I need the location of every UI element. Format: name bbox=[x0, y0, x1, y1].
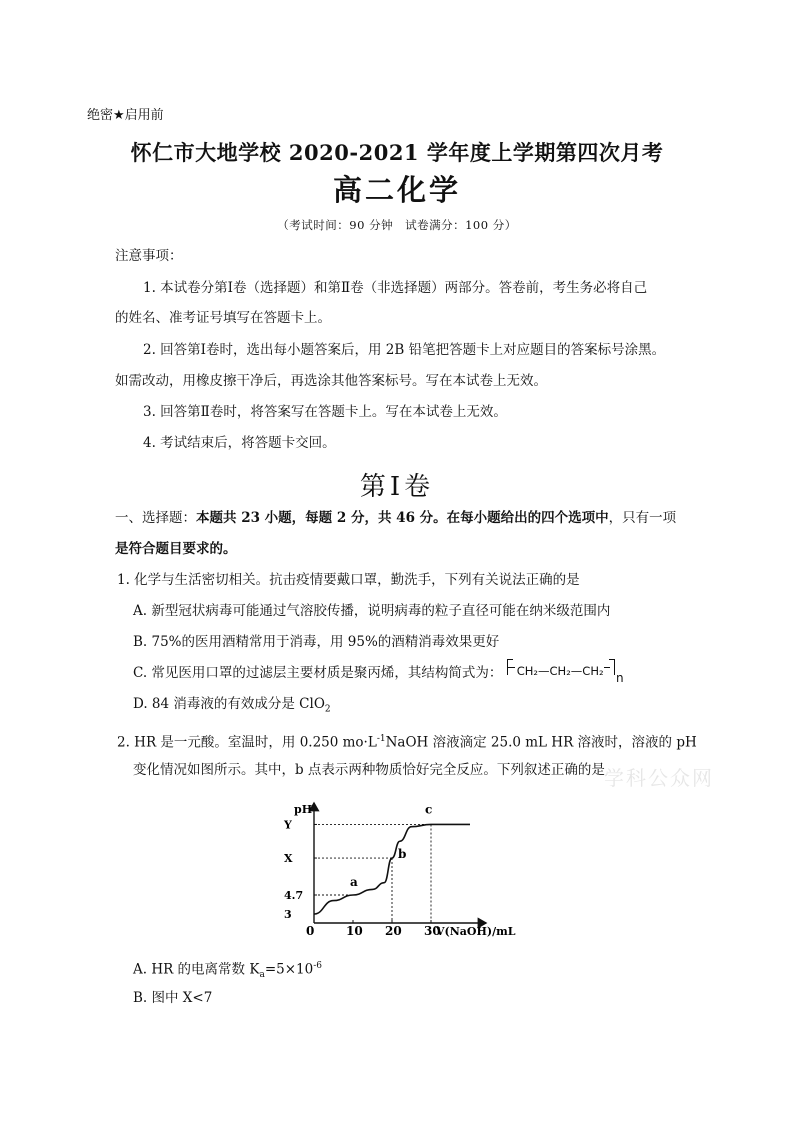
notice-item-4: 4. 考试结束后，将答题卡交回。 bbox=[143, 435, 336, 451]
q2-option-a-sup: -6 bbox=[313, 961, 322, 971]
y-tick-label: 3 bbox=[284, 908, 292, 922]
notice-item-2-cont: 如需改动，用橡皮擦干净后，再选涂其他答案标号。写在本试卷上无效。 bbox=[115, 373, 547, 389]
q2-option-a-sub: a bbox=[259, 970, 265, 981]
q2-option-a bbox=[133, 956, 322, 985]
q1-option-d-text: D. 84 消毒液的有效成分是 ClO bbox=[133, 696, 325, 712]
q2-stem-sup: -1 bbox=[376, 734, 386, 744]
polymer-formula bbox=[507, 661, 624, 685]
formula-right-bracket bbox=[609, 659, 615, 675]
q2-stem-cont: 变化情况如图所示。其中，b 点表示两种物质恰好完全反应。下列叙述正确的是 bbox=[133, 762, 605, 778]
point-label-a: a bbox=[350, 875, 358, 889]
subject-title: 高二化学 bbox=[332, 173, 461, 207]
formula-repeat-unit: CH₂—CH₂—CH₂ bbox=[516, 664, 604, 678]
x-tick-label: 20 bbox=[385, 924, 402, 938]
x-axis-label: V(NaOH)/mL bbox=[436, 925, 516, 938]
y-axis-label: pH bbox=[294, 803, 313, 816]
q1-stem: 1. 化学与生活密切相关。抗击疫情要戴口罩，勤洗手，下列有关说法正确的是 bbox=[117, 572, 580, 588]
q1-option-d bbox=[133, 694, 331, 720]
q2-option-a-value: =5×10 bbox=[264, 961, 314, 978]
x-tick-label: 0 bbox=[306, 924, 315, 938]
section-instruction-cont: 是符合题目要求的。 bbox=[115, 541, 237, 557]
q1-option-c bbox=[133, 663, 624, 685]
q2-option-b: B. 图中 X<7 bbox=[133, 990, 213, 1006]
instruction-bold-2: 四个选项中 bbox=[541, 510, 609, 526]
section-title: 第Ⅰ卷 bbox=[359, 472, 435, 502]
exam-info: （考试时间：90 分钟 试卷满分：100 分） bbox=[277, 218, 517, 232]
titration-chart bbox=[270, 795, 530, 940]
q2-stem bbox=[117, 729, 697, 753]
q1-option-d-sub: 2 bbox=[324, 704, 331, 715]
instruction-prefix: 一、选择题： bbox=[115, 510, 196, 526]
point-label-b: b bbox=[398, 847, 407, 862]
q2-stem-a: 2. HR 是一元酸。室温时，用 0.250 mo·L bbox=[117, 734, 377, 751]
x-tick-label: 30 bbox=[424, 924, 441, 938]
titration-curve bbox=[314, 824, 470, 914]
section-instruction bbox=[115, 508, 676, 528]
q2-stem-b: NaOH 溶液滴定 25.0 mL HR 溶液时，溶液的 pH bbox=[385, 734, 697, 751]
point-label-c: c bbox=[425, 802, 433, 817]
q1-option-b: B. 75%的医用酒精常用于消毒，用 95%的酒精消毒效果更好 bbox=[133, 634, 500, 650]
instruction-tail: ，只有一项 bbox=[608, 510, 677, 526]
x-tick-label: 10 bbox=[346, 924, 363, 938]
y-tick-label: X bbox=[284, 852, 293, 866]
q2-option-a-text: A. HR 的电离常数 K bbox=[133, 961, 260, 978]
watermark: 学科公众网 bbox=[604, 766, 714, 790]
secret-label: 绝密★启用前 bbox=[87, 108, 164, 123]
notice-heading: 注意事项： bbox=[115, 248, 183, 264]
y-tick-label: 4.7 bbox=[284, 889, 304, 902]
notice-item-2: 2. 回答第Ⅰ卷时，选出每小题答案后，用 2B 铅笔把答题卡上对应题目的答案标号涂黑。 bbox=[143, 342, 666, 358]
formula-n: n bbox=[616, 671, 624, 685]
formula-left-bond bbox=[507, 667, 515, 668]
q1-option-c-text: C. 常见医用口罩的过滤层主要材质是聚丙烯，其结构简式为： bbox=[133, 665, 503, 681]
notice-item-1-cont: 的姓名、准考证号填写在答题卡上。 bbox=[115, 310, 331, 326]
y-tick-label: Y bbox=[284, 818, 292, 832]
q1-option-a: A. 新型冠状病毒可能通过气溶胶传播，说明病毒的粒子直径可能在纳米级范围内 bbox=[133, 603, 611, 619]
exam-title: 怀仁市大地学校 2020-2021 学年度上学期第四次月考 bbox=[130, 140, 664, 165]
notice-item-3: 3. 回答第Ⅱ卷时，将答案写在答题卡上。写在本试卷上无效。 bbox=[143, 404, 507, 420]
notice-item-1: 1. 本试卷分第Ⅰ卷（选择题）和第Ⅱ卷（非选择题）两部分。答卷前，考生务必将自己 bbox=[143, 280, 648, 296]
instruction-bold-1: 本题共 23 小题，每题 2 分，共 46 分。在每小题给出的 bbox=[196, 510, 542, 526]
